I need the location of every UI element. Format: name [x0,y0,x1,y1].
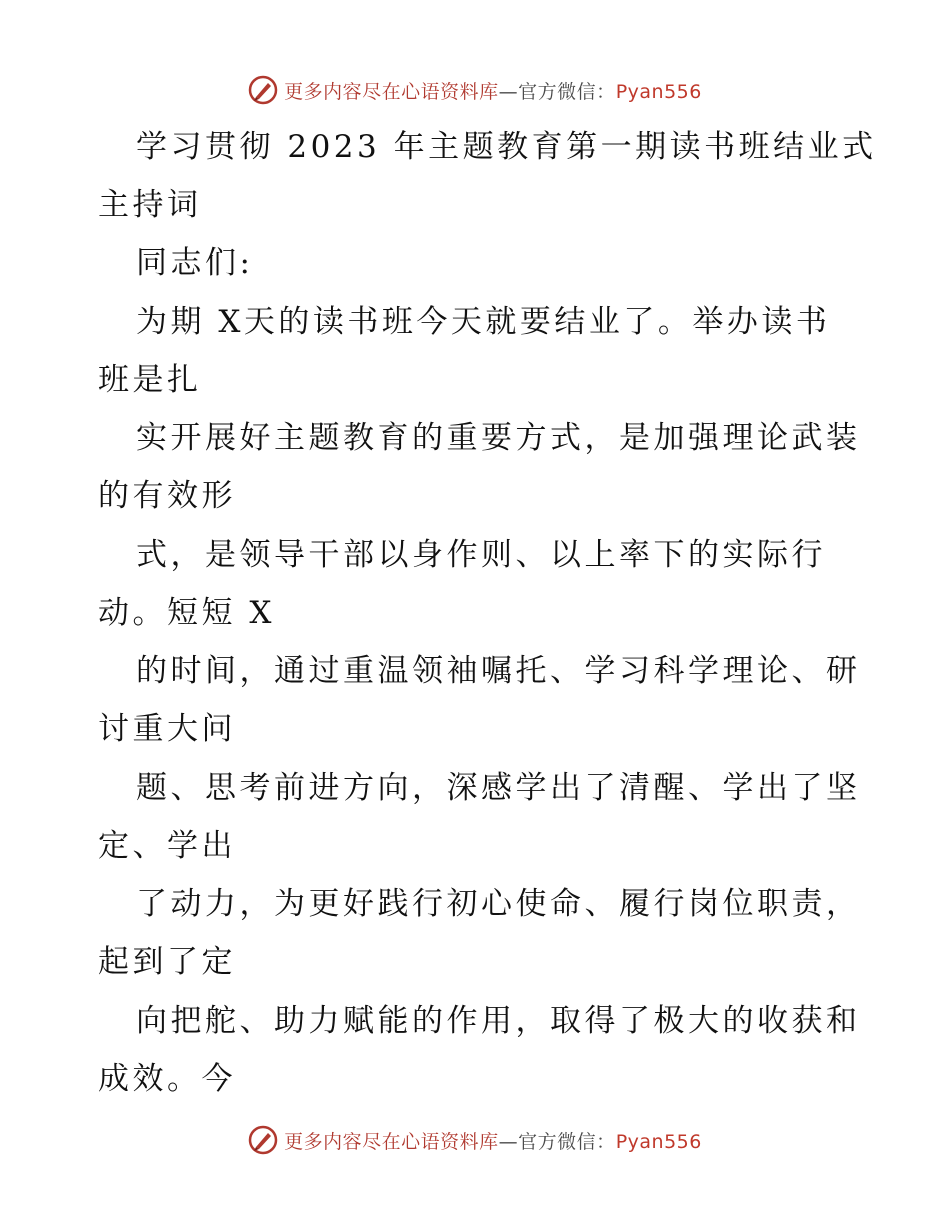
doc-line: 定、学出 [98,828,236,864]
doc-salutation: 同志们: [136,245,254,281]
watermark-account: Pyan556 [615,1130,702,1153]
watermark-separator: — [498,1130,519,1153]
pen-logo-icon [248,75,278,105]
watermark-separator: — [498,80,519,103]
doc-line: 为期 X天的读书班今天就要结业了。举办读书 [136,304,831,340]
doc-line: 成效。今 [98,1061,236,1097]
doc-line: 向把舵、助力赋能的作用，取得了极大的收获和 [136,1003,861,1039]
watermark-wechat-label: 官方微信： [518,80,616,103]
doc-line: 的有效形 [98,478,236,514]
watermark-banner-bottom [0,1122,950,1158]
watermark-site-text: 更多内容尽在心语资料库 [284,80,499,103]
doc-line: 的时间，通过重温领袖嘱托、学习科学理论、研 [136,653,861,689]
watermark-banner-top [0,72,950,108]
watermark-text [284,1127,702,1154]
doc-line: 题、思考前进方向，深感学出了清醒、学出了坚 [136,770,861,806]
doc-line: 讨重大问 [98,711,236,747]
pen-logo-icon [248,1125,278,1155]
doc-line: 动。短短 X [98,595,275,631]
doc-title-line-1: 学习贯彻 2023 年主题教育第一期读书班结业式 [136,129,877,165]
watermark-site-text: 更多内容尽在心语资料库 [284,1130,499,1153]
watermark-text [284,77,702,104]
doc-line: 了动力，为更好践行初心使命、履行岗位职责， [136,886,861,922]
doc-title-line-2: 主持词 [98,187,202,223]
doc-line: 起到了定 [98,944,236,980]
watermark-account: Pyan556 [615,80,702,103]
watermark-wechat-label: 官方微信： [518,1130,616,1153]
doc-line: 班是扎 [98,362,202,398]
doc-line: 实开展好主题教育的重要方式，是加强理论武装 [136,420,861,456]
doc-line: 式，是领导干部以身作则、以上率下的实际行 [136,537,826,573]
